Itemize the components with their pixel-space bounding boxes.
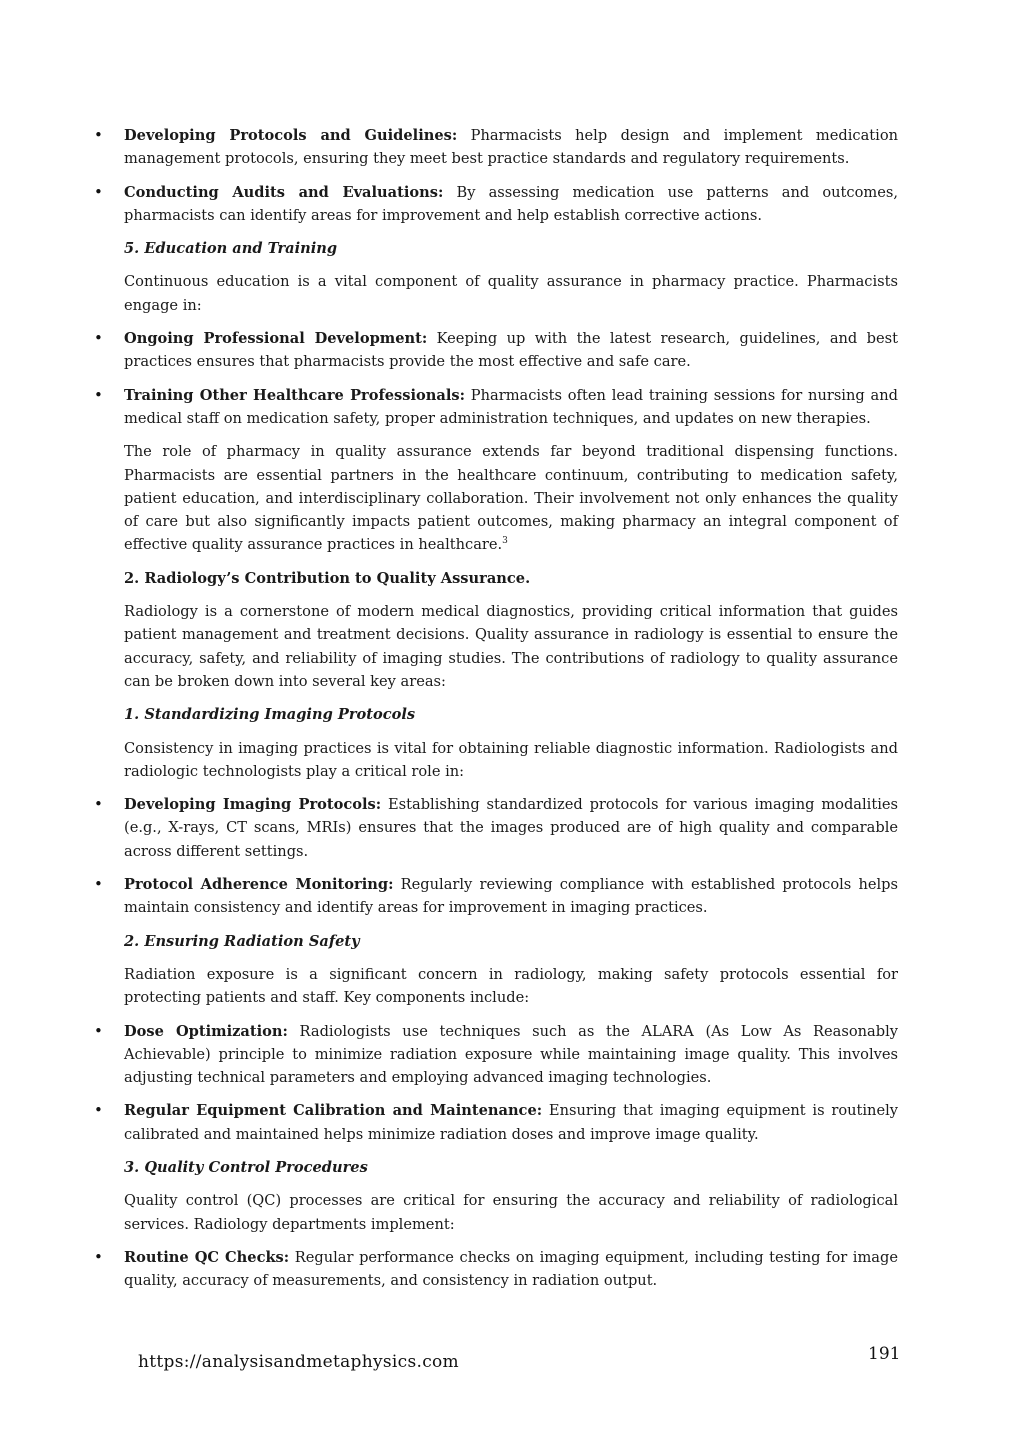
paragraph-text: The role of pharmacy in quality assurance extends far beyond traditional dispensing functions. Pharmacists are essential partners in the healthcare continuum, contributing to medication safety, patient education, and interdisciplinary collaboration. Their involvement not only enhances the quality of care but also significantly impacts patient outcomes, making pharmacy an integral component of effective quality assurance practices in healthcare. [124, 443, 898, 554]
page-content [124, 124, 898, 1302]
paragraph-text: Radiology is a cornerstone of modern medical diagnostics, providing critical information that guides patient management and treatment decisions. Quality assurance in radiology is essential to ensure the accuracy, safety, and reliability of imaging studies. The contributions of radiology to quality assurance can be broken down into several key areas: [124, 603, 898, 690]
footer-url[interactable]: https://analysisandmetaphysics.com [138, 1352, 459, 1372]
subsection-heading: 2. Ensuring Radiation Safety [124, 932, 360, 950]
paragraph [124, 270, 898, 317]
bullet-term: Ongoing Professional Development: [124, 330, 428, 348]
bullet-term: Protocol Adherence Monitoring: [124, 876, 394, 894]
bullet-term: Routine QC Checks: [124, 1248, 290, 1266]
bullet-item [124, 793, 898, 863]
bullet-item [124, 1246, 898, 1293]
bullet-item [124, 1020, 898, 1090]
bullet-text: Pharmacists help design and implement medication management protocols, ensuring they meet best practice standards and regulatory requirements. [124, 127, 898, 168]
subsection-heading: 1. Standardizing Imaging Protocols [124, 706, 416, 724]
bullet-item [124, 124, 898, 171]
bullet-text: Ensuring that imaging equipment is routinely calibrated and maintained helps minimize radiation doses and improve image quality. [124, 1102, 899, 1143]
bullet-item [124, 873, 898, 920]
section-heading: 2. Radiology’s Contribution to Quality Assurance. [124, 569, 531, 587]
bullet-term: Developing Protocols and Guidelines: [124, 127, 458, 144]
subsection-heading: 3. Quality Control Procedures [124, 1158, 368, 1176]
bullet-term: Regular Equipment Calibration and Maintenance: [124, 1102, 543, 1120]
paragraph [124, 600, 898, 693]
subsection-heading: 5. Education and Training [124, 240, 338, 258]
bullet-text: Establishing standardized protocols for various imaging modalities (e.g., X-rays, CT scans, MRIs) ensures that the images produced are of high quality and comparable across different settings. [124, 796, 898, 860]
bullet-item [124, 1099, 898, 1146]
bullet-term: Conducting Audits and Evaluations: [124, 183, 444, 201]
bullet-text: Regular performance checks on imaging equipment, including testing for image quality, accuracy of measurements, and consistency in radiation output. [124, 1248, 898, 1290]
bullet-text: Regularly reviewing compliance with established protocols helps maintain consistency and identify areas for improvement in imaging practices. [124, 876, 898, 917]
bullet-term: Training Other Healthcare Professionals: [124, 386, 465, 404]
bullet-text: Pharmacists often lead training sessions for nursing and medical staff on medication safety, proper administration techniques, and updates on new therapies. [124, 386, 898, 427]
bullet-item [124, 181, 898, 228]
bullet-term: Developing Imaging Protocols: [124, 796, 382, 814]
bullet-text: Radiologists use techniques such as the ALARA (As Low As Reasonably Achievable) principle to minimize radiation exposure while maintaining image quality. This involves adjusting technical parameters and employing advanced imaging technologies. [124, 1022, 898, 1087]
paragraph [124, 1189, 898, 1236]
paragraph-text: Quality control (QC) processes are critical for ensuring the accuracy and reliability of radiological services. Radiology departments implement: [124, 1192, 898, 1233]
bullet-text: By assessing medication use patterns and outcomes, pharmacists can identify areas for improvement and help establish corrective actions. [124, 183, 898, 224]
paragraph-text: Continuous education is a vital component of quality assurance in pharmacy practice. Pharmacists engage in: [124, 273, 898, 314]
citation-superscript[interactable]: 3 [502, 536, 508, 547]
page-number: 191 [868, 1344, 901, 1364]
bullet-item [124, 384, 898, 431]
paragraph [124, 963, 898, 1010]
bullet-item [124, 327, 898, 374]
paragraph-text: Radiation exposure is a significant concern in radiology, making safety protocols essential for protecting patients and staff. Key components include: [124, 965, 898, 1007]
paragraph [124, 440, 898, 556]
paragraph [124, 737, 898, 784]
paragraph-text: Consistency in imaging practices is vital for obtaining reliable diagnostic information. Radiologists and radiologic technologists play a critical role in: [124, 739, 898, 780]
bullet-text: Keeping up with the latest research, guidelines, and best practices ensures that pharmacists provide the most effective and safe care. [124, 330, 898, 371]
bullet-term: Dose Optimization: [124, 1022, 288, 1040]
